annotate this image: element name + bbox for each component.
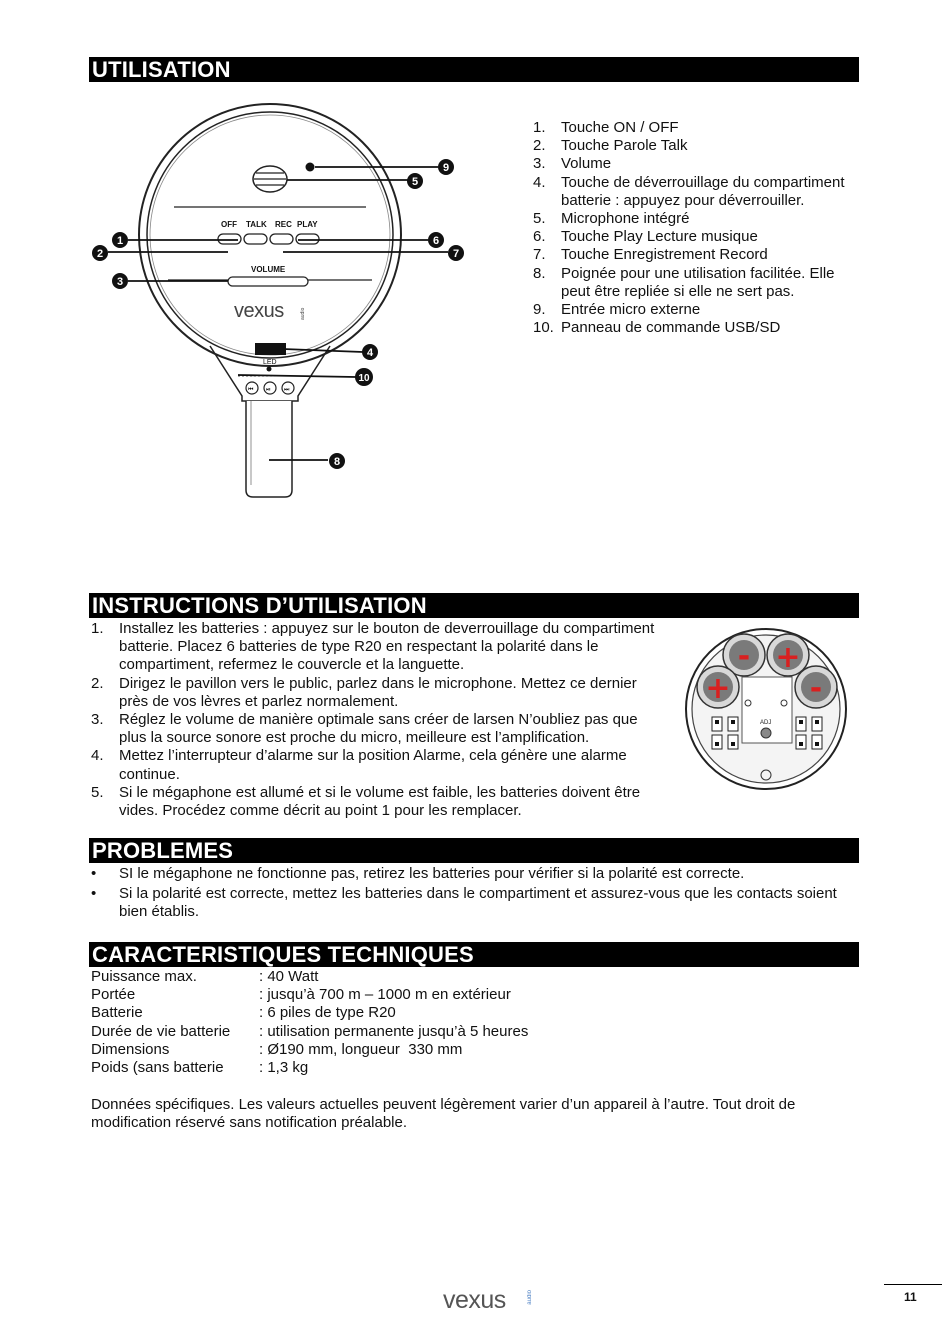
- battery-minus-2: -: [809, 671, 823, 706]
- instruction-item: [91, 620, 661, 675]
- parts-list-item-number: 4.: [533, 173, 546, 191]
- parts-list-item-number: 6.: [533, 228, 546, 246]
- svg-text:⏮: ⏮: [248, 386, 254, 393]
- instruction-item: [91, 747, 661, 783]
- diagram-brand-sub: audio: [300, 307, 306, 320]
- spec-row: [91, 1059, 528, 1077]
- svg-text:⏭: ⏭: [284, 386, 290, 393]
- section-header-problemes: PROBLEMES: [89, 838, 859, 863]
- parts-list: [533, 119, 863, 337]
- instruction-item-number: 3.: [91, 711, 104, 729]
- page-number: 11: [904, 1290, 917, 1304]
- parts-list-item-text: Volume: [561, 155, 612, 173]
- callout-6: 6: [432, 235, 440, 247]
- callout-7: 7: [452, 248, 460, 260]
- section-header-utilisation: UTILISATION: [89, 57, 859, 82]
- spec-key: Poids (sans batterie: [91, 1059, 224, 1077]
- parts-list-item-text: Touche ON / OFF: [561, 119, 679, 136]
- parts-list-item-text: Microphone intégré: [561, 210, 690, 228]
- parts-list-item-number: 9.: [533, 301, 546, 319]
- spec-value: : utilisation permanente jusqu’à 5 heures: [259, 1022, 529, 1040]
- label-led: LED: [263, 359, 277, 366]
- section-header-instructions: INSTRUCTIONS D’UTILISATION: [89, 593, 859, 618]
- footer-brand-sub: audio: [527, 1290, 533, 1305]
- parts-list-item: [533, 119, 863, 137]
- footer-divider: [884, 1284, 942, 1285]
- parts-list-item-text: Panneau de commande USB/SD: [561, 319, 781, 337]
- parts-list-item-number: 8.: [533, 264, 546, 282]
- battery-minus-1: -: [737, 639, 751, 674]
- parts-list-item: [533, 155, 863, 173]
- spec-key: Puissance max.: [91, 968, 197, 985]
- parts-list-item-number: 1.: [533, 119, 546, 136]
- instruction-item-number: 2.: [91, 674, 104, 692]
- section-header-caracteristiques: CARACTERISTIQUES TECHNIQUES: [89, 942, 859, 967]
- spec-value: : 6 piles de type R20: [259, 1004, 396, 1022]
- instructions-list: [91, 620, 661, 820]
- instruction-item: [91, 675, 661, 711]
- specs-table-wrap: [91, 968, 528, 1077]
- callout-1: 1: [116, 235, 124, 247]
- spec-value: : Ø190 mm, longueur 330 mm: [259, 1040, 463, 1058]
- footer-brand: vexus: [443, 1286, 506, 1314]
- footer-logo: [443, 1286, 533, 1314]
- battery-plus-1: +: [775, 640, 801, 675]
- adj-label: ADJ: [760, 720, 772, 726]
- parts-list-item: [533, 246, 863, 264]
- callout-10: 10: [358, 373, 370, 384]
- instruction-item-text: Mettez l’interrupteur d’alarme sur la position Alarme, cela génère une alarme continue.: [119, 747, 627, 783]
- parts-list-item-number: 3.: [533, 155, 546, 173]
- battery-plus-2: +: [705, 671, 731, 706]
- spec-row: [91, 1023, 528, 1041]
- spec-key: Dimensions: [91, 1040, 170, 1058]
- parts-list-item: [533, 137, 863, 155]
- label-volume: VOLUME: [251, 265, 286, 274]
- parts-list-item-text: Touche de déverrouillage du compartiment batterie : appuyez pour déverrouiller.: [561, 173, 845, 209]
- parts-list-item-text: Touche Parole Talk: [561, 137, 688, 155]
- parts-list-item-text: Touche Enregistrement Record: [561, 246, 768, 264]
- parts-list-item-text: Touche Play Lecture musique: [561, 228, 758, 246]
- problem-item: [89, 885, 859, 921]
- parts-list-item-number: 10.: [533, 319, 554, 337]
- parts-list-item: [533, 301, 863, 319]
- instruction-item-number: 5.: [91, 783, 104, 801]
- spec-key: Batterie: [91, 1004, 143, 1022]
- callout-4: 4: [366, 347, 374, 359]
- label-off: OFF: [221, 220, 237, 229]
- callout-3: 3: [116, 276, 124, 288]
- spec-row: [91, 1004, 528, 1022]
- instruction-item: [91, 784, 661, 820]
- parts-list-item: [533, 174, 863, 210]
- problem-text: SI le mégaphone ne fonctionne pas, retirez les batteries pour vérifier si la polarité est correcte.: [119, 865, 745, 882]
- bullet-icon: •: [91, 865, 97, 882]
- parts-list-item-text: Poignée pour une utilisation facilitée. Elle peut être repliée si elle ne sert pas.: [561, 264, 835, 300]
- parts-list-item: [533, 265, 863, 301]
- label-talk: TALK: [246, 220, 267, 229]
- instruction-item-number: 1.: [91, 620, 104, 637]
- spec-value: : 1,3 kg: [259, 1059, 309, 1077]
- disclaimer: Données spécifiques. Les valeurs actuelles peuvent légèrement varier d’un appareil à l’autre. Tout droit de modification réservé sans notification préalable.: [91, 1096, 796, 1132]
- problem-item: [89, 865, 859, 883]
- spec-row: [91, 1041, 528, 1059]
- instruction-item-text: Si le mégaphone est allumé et si le volume est faible, les batteries doivent être vides. Procédez comme décrit au point 1 pour les remplacer.: [119, 783, 641, 820]
- diagram-brand: vexus: [234, 300, 284, 322]
- spec-row: [91, 968, 528, 986]
- label-play: PLAY: [297, 220, 318, 229]
- bullet-icon: •: [91, 885, 97, 903]
- instruction-item-text: Installez les batteries : appuyez sur le bouton de deverrouillage du compartiment batterie. Placez 6 batteries de type R20 en respectant la polarité dans le compartiment, refermez le couvercle et la languette.: [119, 620, 655, 674]
- problems-list: [89, 865, 859, 924]
- parts-list-item-number: 5.: [533, 210, 546, 228]
- instruction-item-number: 4.: [91, 747, 104, 765]
- battery-compartment-diagram: [680, 625, 860, 795]
- parts-list-item-text: Entrée micro externe: [561, 301, 701, 319]
- spec-value: : jusqu’à 700 m – 1000 m en extérieur: [259, 986, 511, 1004]
- specs-table: [91, 968, 528, 1077]
- parts-list-item: [533, 319, 863, 337]
- spec-key: Portée: [91, 986, 136, 1004]
- parts-list-item-number: 2.: [533, 137, 546, 155]
- instruction-item-text: Réglez le volume de manière optimale sans créer de larsen N’oubliez pas que plus la source sonore est proche du micro, meilleure est l’amplification.: [119, 711, 638, 747]
- parts-list-item: [533, 228, 863, 246]
- callout-5: 5: [411, 176, 419, 188]
- parts-list-item: [533, 210, 863, 228]
- instruction-item-text: Dirigez le pavillon vers le public, parlez dans le microphone. Mettez ce dernier près de vos lèvres et parlez normalement.: [119, 674, 637, 710]
- mic-input-dot: [306, 163, 315, 172]
- spec-value: : 40 Watt: [259, 968, 319, 985]
- parts-list-item-number: 7.: [533, 246, 546, 264]
- megaphone-diagram: [88, 100, 478, 510]
- label-rec: REC: [275, 220, 292, 229]
- spec-key: Durée de vie batterie: [91, 1022, 231, 1040]
- callout-8: 8: [333, 456, 341, 468]
- svg-text:⏯: ⏯: [266, 386, 271, 393]
- spec-row: [91, 986, 528, 1004]
- callout-2: 2: [96, 248, 104, 260]
- instruction-item: [91, 711, 661, 747]
- problem-text: Si la polarité est correcte, mettez les batteries dans le compartiment et assurez-vous que les contacts soient bien établis.: [119, 885, 837, 921]
- callout-9: 9: [442, 162, 450, 174]
